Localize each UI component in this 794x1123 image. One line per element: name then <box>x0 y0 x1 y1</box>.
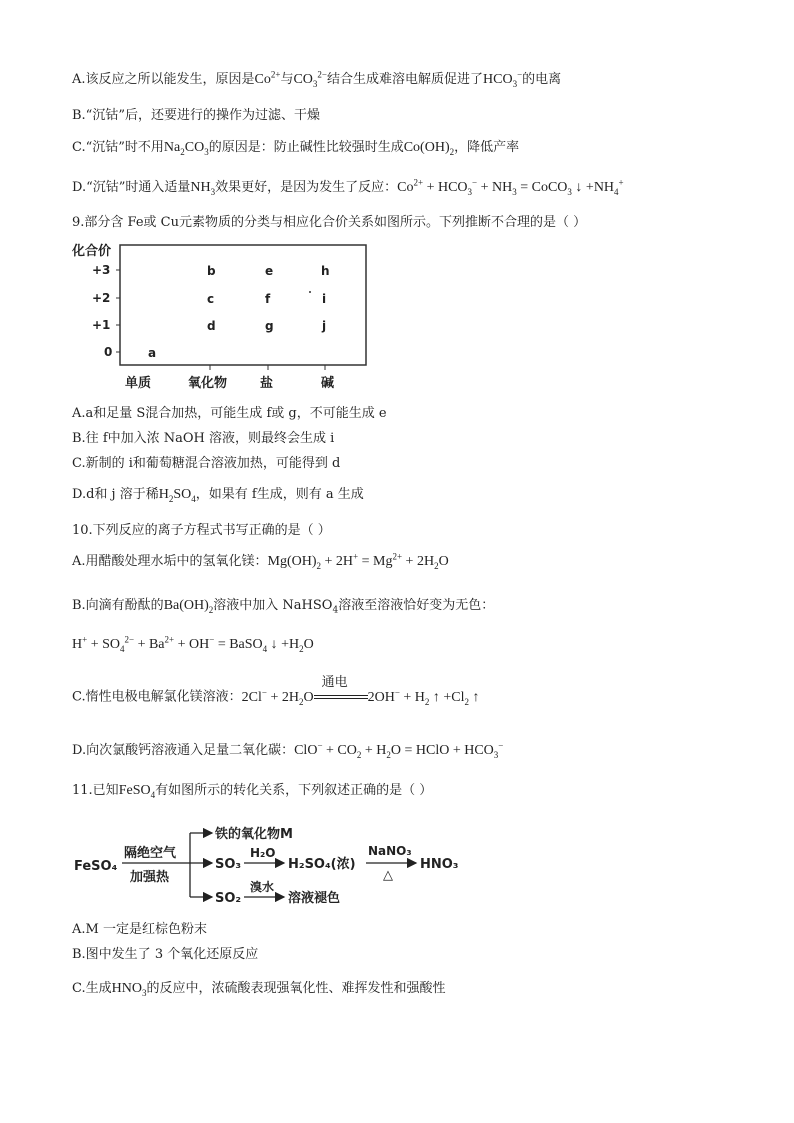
point-e: e <box>265 264 274 278</box>
q10-option-d: D.向次氯酸钙溶液通入足量二氧化碳：$ClO^- + CO_2 + H_2O$ = HClO + $HCO_3^-$ <box>72 740 504 760</box>
conc-h2so4: H₂SO₄(浓) <box>288 857 356 872</box>
x-cat-element: 单质 <box>125 376 152 391</box>
y-axis-title: 化合价 <box>72 244 112 259</box>
y-tick-plus1: +1 <box>92 318 111 332</box>
y-tick-plus2: +2 <box>92 291 111 305</box>
q10-option-b: B.向滴有酚酞的$Ba(OH)_2$溶液中加入 NaHSO$_4$溶液至溶液恰好变为无色： <box>72 598 495 616</box>
so2: SO₂ <box>215 891 242 906</box>
valence-class-chart <box>70 237 370 395</box>
heat-delta: △ <box>383 868 393 883</box>
q8-option-c: C.“沉钴”时不用$Na_2CO_3$的原因是：防止碱性比较强时生成$Co(OH)_2$，降低产率 <box>72 140 520 157</box>
point-f: f <box>265 292 271 306</box>
q11-option-c: C.生成$HNO_3$的反应中，浓硫酸表现强氧化性、难挥发性和强酸性 <box>72 981 446 998</box>
q11-option-b: B.图中发生了 3 个氧化还原反应 <box>72 947 259 962</box>
y-tick-plus3: +3 <box>92 263 111 277</box>
q11-stem: 11.已知FeSO$_4$有如图所示的转化关系，下列叙述正确的是（ ） <box>72 783 433 800</box>
nano3-label: NaNO₃ <box>368 844 412 858</box>
feso4-conversion-scheme <box>72 815 472 915</box>
so3: SO₃ <box>215 857 242 872</box>
condition-strong-heat: 加强热 <box>130 870 170 885</box>
y-tick-0: 0 <box>104 345 113 359</box>
point-b: b <box>207 264 216 278</box>
x-cat-oxide: 氧化物 <box>188 376 228 391</box>
q11-option-a: A.M 一定是红棕色粉末 <box>72 922 207 937</box>
point-c: c <box>207 292 215 306</box>
q9-option-b: B.往 f中加入浓 NaOH 溶液，则最终会生成 i <box>72 431 335 446</box>
q8-option-a: A.该反应之所以能发生，原因是$Co^{2+}$与$CO_3^{2-}$结合生成难溶电解质促进了$HCO_3^-$的电离 <box>72 69 562 89</box>
q10-option-a: A.用醋酸处理水垢中的氢氧化镁：$Mg(OH)_2 + 2H^+ = Mg^{2+} + 2H_2O$ <box>72 551 449 571</box>
x-cat-base: 碱 <box>321 376 335 391</box>
q9-option-c: C.新制的 i和葡萄糖混合溶液加热，可能得到 d <box>72 456 341 471</box>
electrolysis-arrow: 通电 <box>314 688 368 706</box>
q8-option-d: D.“沉钴”时通入适量$NH_3$效果更好，是因为发生了反应：$Co^{2+} + HCO_3^- + NH_3$ = CoCO$_3$ ↓ $+NH_4^+$ <box>72 177 624 197</box>
point-d: d <box>207 319 216 333</box>
q10-stem: 10.下列反应的离子方程式书写正确的是（ ） <box>72 523 331 538</box>
chart-frame <box>120 245 366 365</box>
start-feso4: FeSO₄ <box>74 859 118 874</box>
q9-option-d: D.d和 j 溶于稀$H_2SO_4$，如果有 f生成，则有 a 生成 <box>72 487 364 504</box>
q9-option-a: A.a和足量 S混合加热，可能生成 f或 g，不可能生成 e <box>72 406 387 421</box>
q8-option-b: B.“沉钴”后，还要进行的操作为过滤、干燥 <box>72 108 320 123</box>
point-j: j <box>322 319 327 333</box>
iron-oxide-m: 铁的氧化物M <box>215 827 293 842</box>
point-i: i <box>322 292 327 306</box>
point-h: h <box>321 264 330 278</box>
condition-no-air: 隔绝空气 <box>124 846 177 861</box>
q9-stem: 9.部分含 Fe或 Cu元素物质的分类与相应化合价关系如图所示。下列推断不合理的是（ ） <box>72 215 587 230</box>
q10-option-b-equation: $H^+ + SO_4^{2-} + Ba^{2+} + OH^-$ = BaSO$_4$ ↓ $+H_2O$ <box>72 634 314 654</box>
point-g: g <box>265 319 274 333</box>
water-label: H₂O <box>250 846 276 860</box>
solution-fades: 溶液褪色 <box>288 891 341 906</box>
x-cat-salt: 盐 <box>260 376 274 391</box>
hno3: HNO₃ <box>420 857 459 872</box>
point-a: a <box>148 346 157 360</box>
bromine-water-label: 溴水 <box>250 880 275 894</box>
q10-option-c: C.惰性电极电解氯化镁溶液：$2Cl^- + 2H_2O$ 通电 $2OH^- + H_2$ ↑ $+Cl_2$ ↑ <box>72 675 480 707</box>
